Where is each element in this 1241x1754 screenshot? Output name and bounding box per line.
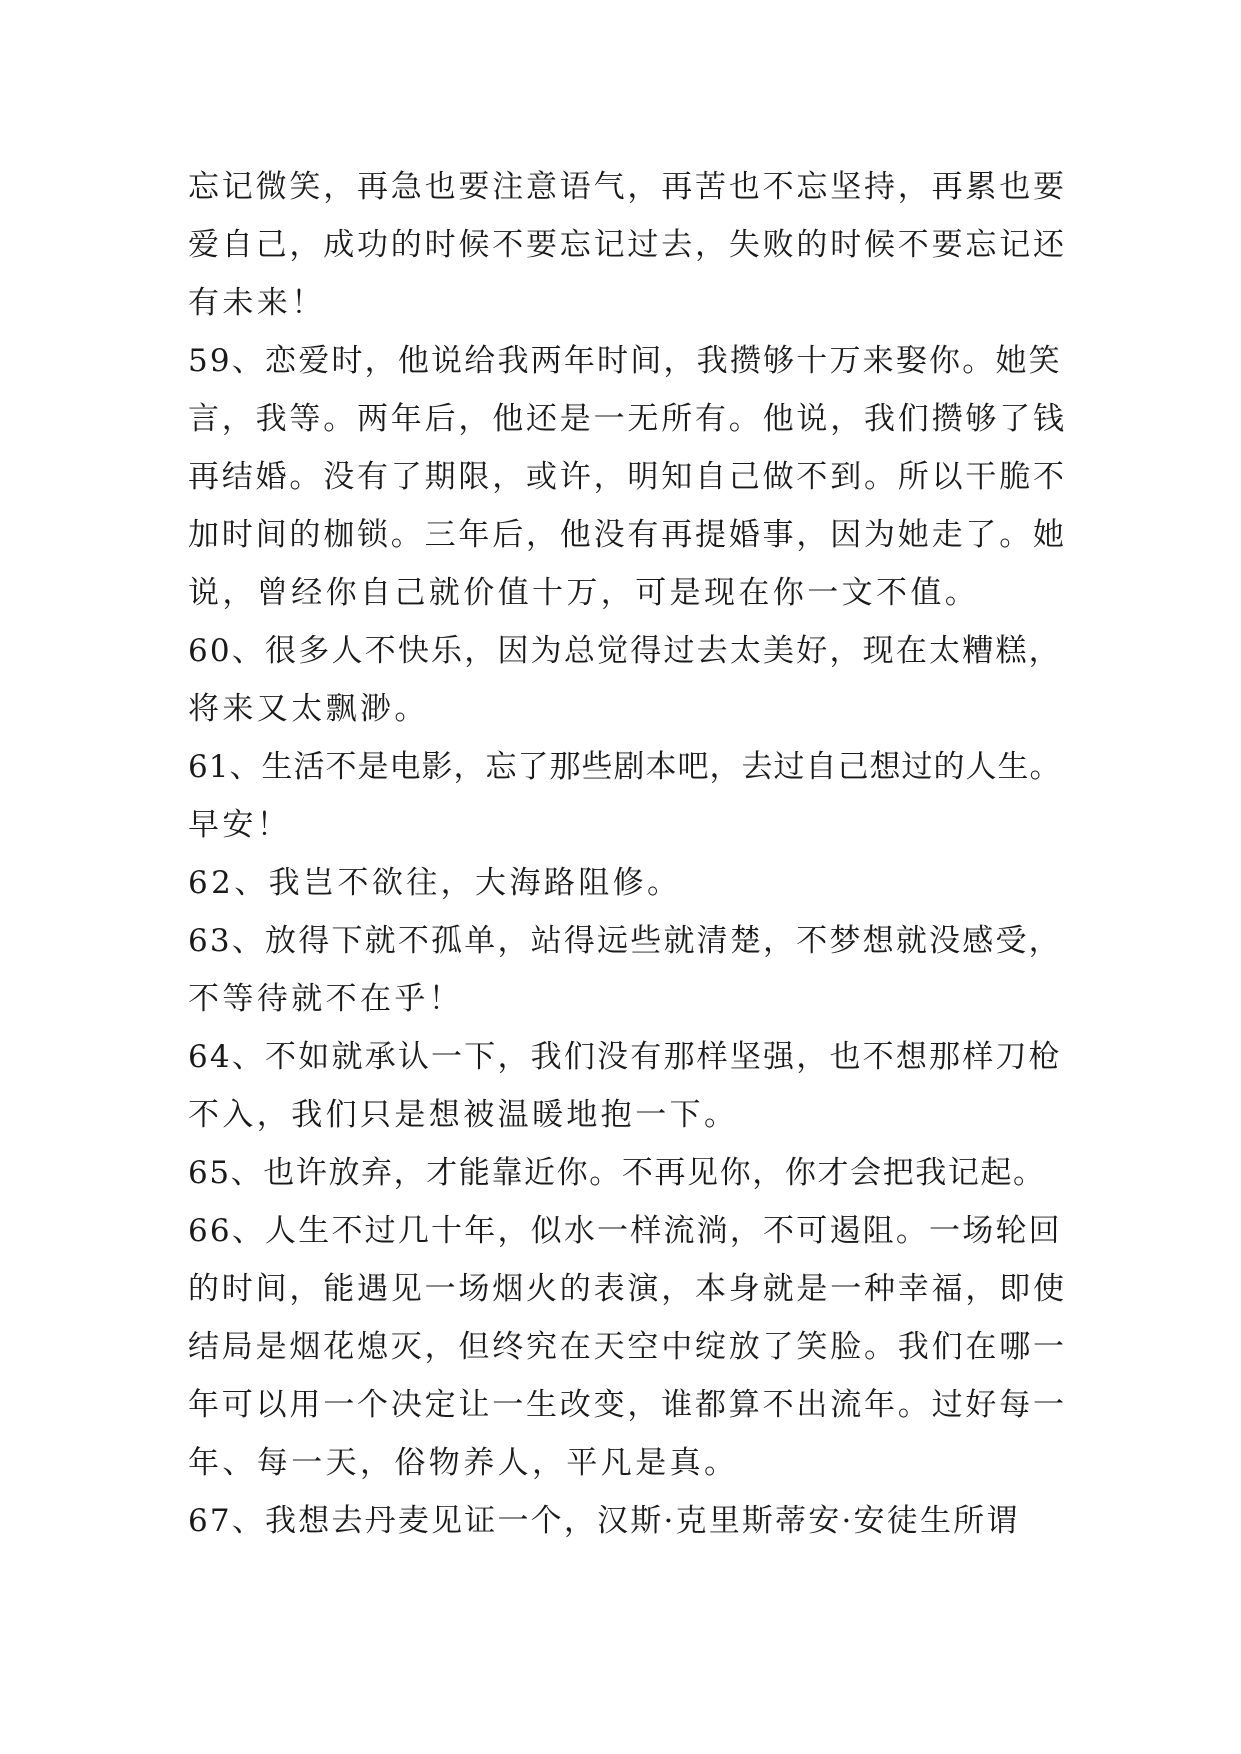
- text-line: 言，我等。两年后，他还是一无所有。他说，我们攒够了钱: [188, 401, 1067, 437]
- text-line: 不入，我们只是想被温暖地抱一下。: [188, 1097, 739, 1133]
- text-line: 早安！: [188, 807, 292, 843]
- text-line: 64、不如就承认一下，我们没有那样坚强，也不想那样刀枪: [188, 1039, 1062, 1075]
- text-line: 不等待就不在乎！: [188, 981, 464, 1017]
- text-line: 再结婚。没有了期限，或许，明知自己做不到。所以干脆不: [188, 459, 1067, 495]
- text-line: 年、每一天，俗物养人，平凡是真。: [188, 1445, 739, 1481]
- text-line: 67、我想去丹麦见证一个，汉斯·克里斯蒂安·安徒生所谓: [188, 1503, 1020, 1539]
- text-line: 说，曾经你自己就价值十万，可是现在你一文不值。: [188, 575, 980, 611]
- text-line: 忘记微笑，再急也要注意语气，再苦也不忘坚持，再累也要: [188, 169, 1067, 205]
- text-line: 将来又太飘渺。: [188, 691, 429, 727]
- text-line: 结局是烟花熄灭，但终究在天空中绽放了笑脸。我们在哪一: [188, 1329, 1067, 1365]
- text-line: 60、很多人不快乐，因为总觉得过去太美好，现在太糟糕，: [188, 633, 1062, 669]
- text-line: 年可以用一个决定让一生改变，谁都算不出流年。过好每一: [188, 1387, 1067, 1423]
- text-line: 66、人生不过几十年，似水一样流淌，不可遏阻。一场轮回: [188, 1213, 1062, 1249]
- text-line: 61、生活不是电影，忘了那些剧本吧，去过自己想过的人生。: [188, 749, 1062, 785]
- document-body: [188, 158, 1068, 1550]
- text-line: 59、恋爱时，他说给我两年时间，我攒够十万来娶你。她笑: [188, 343, 1062, 379]
- text-line: 63、放得下就不孤单，站得远些就清楚，不梦想就没感受，: [188, 923, 1062, 959]
- text-line: 62、我岂不欲往，大海路阻修。: [188, 865, 682, 901]
- text-line: 的时间，能遇见一场烟火的表演，本身就是一种幸福，即使: [188, 1271, 1067, 1307]
- text-line: 爱自己，成功的时候不要忘记过去，失败的时候不要忘记还: [188, 227, 1067, 263]
- text-line: 有未来！: [188, 285, 326, 321]
- text-line: 加时间的枷锁。三年后，他没有再提婚事，因为她走了。她: [188, 517, 1067, 553]
- text-line: 65、也许放弃，才能靠近你。不再见你，你才会把我记起。: [188, 1155, 1046, 1191]
